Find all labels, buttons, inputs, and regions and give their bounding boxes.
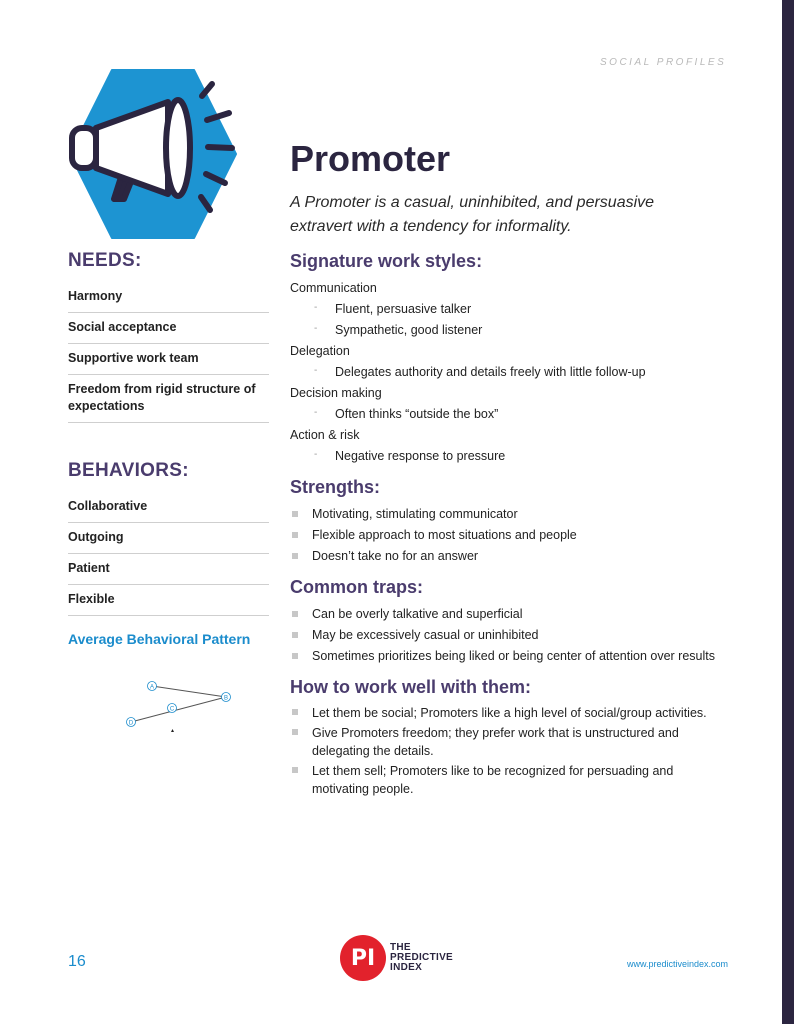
trap-item: May be excessively casual or uninhibited xyxy=(290,625,730,646)
work-style-category: Action & risk xyxy=(290,428,360,442)
page-title: Promoter xyxy=(290,138,451,179)
needs-item: Social acceptance xyxy=(68,313,269,344)
work-style-group xyxy=(290,341,730,383)
work-style-item: - Sympathetic, good listener xyxy=(314,320,730,341)
work-well-item: Let them sell; Promoters like to be recognized for persuading and motivating people. xyxy=(290,762,730,798)
strengths-section xyxy=(290,477,730,567)
needs-list xyxy=(68,282,269,423)
work-well-heading: How to work well with them: xyxy=(290,677,532,697)
work-style-group xyxy=(290,425,730,467)
pattern-node-c xyxy=(168,704,177,713)
pattern-line xyxy=(131,695,229,722)
predictive-index-logo xyxy=(340,935,453,981)
work-style-item: - Delegates authority and details freely with little follow-up xyxy=(314,362,730,383)
behaviors-item: Flexible xyxy=(68,585,269,616)
logo-wordmark: THE PREDICTIVE INDEX xyxy=(390,942,454,973)
trap-item: Can be overly talkative and superficial xyxy=(290,604,730,625)
website-link[interactable]: www.predictiveindex.com xyxy=(627,959,729,969)
traps-heading: Common traps: xyxy=(290,577,424,597)
pattern-title: Average Behavioral Pattern xyxy=(68,631,251,647)
work-style-category: Delegation xyxy=(290,344,350,358)
profile-subtitle: A Promoter is a casual, uninhibited, and persuasive extravert with a tendency for informality. xyxy=(290,194,655,235)
work-well-item: Give Promoters freedom; they prefer work that is unstructured and delegating the details. xyxy=(290,724,730,760)
svg-text:B: B xyxy=(223,695,229,702)
section-tag: SOCIAL PROFILES xyxy=(600,57,727,68)
svg-text:A: A xyxy=(149,684,155,691)
right-column xyxy=(290,251,730,800)
strength-item: Doesn’t take no for an answer xyxy=(290,546,730,567)
behaviors-item: Outgoing xyxy=(68,523,269,554)
page-number: 16 xyxy=(68,953,86,970)
work-style-category: Decision making xyxy=(290,386,382,400)
work-styles-heading: Signature work styles: xyxy=(290,251,483,271)
behavioral-pattern-diagram xyxy=(68,665,269,735)
behaviors-item: Collaborative xyxy=(68,492,269,523)
needs-item: Supportive work team xyxy=(68,344,269,375)
pattern-marker-icon xyxy=(171,729,174,732)
trap-item: Sometimes prioritizes being liked or being center of attention over results xyxy=(290,646,730,667)
behaviors-list xyxy=(68,492,269,616)
left-column xyxy=(68,250,269,735)
needs-item: Harmony xyxy=(68,282,269,313)
svg-text:C: C xyxy=(169,706,175,713)
pattern-node-d xyxy=(127,718,136,727)
work-style-category: Communication xyxy=(290,281,377,295)
work-style-item: - Fluent, persuasive talker xyxy=(314,299,730,320)
work-style-group xyxy=(290,383,730,425)
work-style-item: - Negative response to pressure xyxy=(314,446,730,467)
behaviors-heading: BEHAVIORS: xyxy=(68,460,189,481)
svg-text:D: D xyxy=(128,720,134,727)
work-style-group xyxy=(290,278,730,341)
pi-logo-mark: PI xyxy=(340,935,386,981)
strength-item: Flexible approach to most situations and people xyxy=(290,525,730,546)
megaphone-icon xyxy=(68,68,238,240)
pattern-line xyxy=(149,684,226,697)
strength-item: Motivating, stimulating communicator xyxy=(290,504,730,525)
traps-section xyxy=(290,577,730,667)
work-style-item: - Often thinks “outside the box” xyxy=(314,404,730,425)
work-well-section xyxy=(290,677,730,798)
pattern-node-a xyxy=(148,682,157,691)
behaviors-item: Patient xyxy=(68,554,269,585)
pattern-node-b xyxy=(222,693,231,702)
strengths-heading: Strengths: xyxy=(290,477,380,497)
needs-heading: NEEDS: xyxy=(68,250,142,271)
needs-item: Freedom from rigid structure of expectations xyxy=(68,375,269,423)
right-edge-bar xyxy=(782,0,794,1024)
work-well-item: Let them be social; Promoters like a high level of social/group activities. xyxy=(290,704,730,722)
